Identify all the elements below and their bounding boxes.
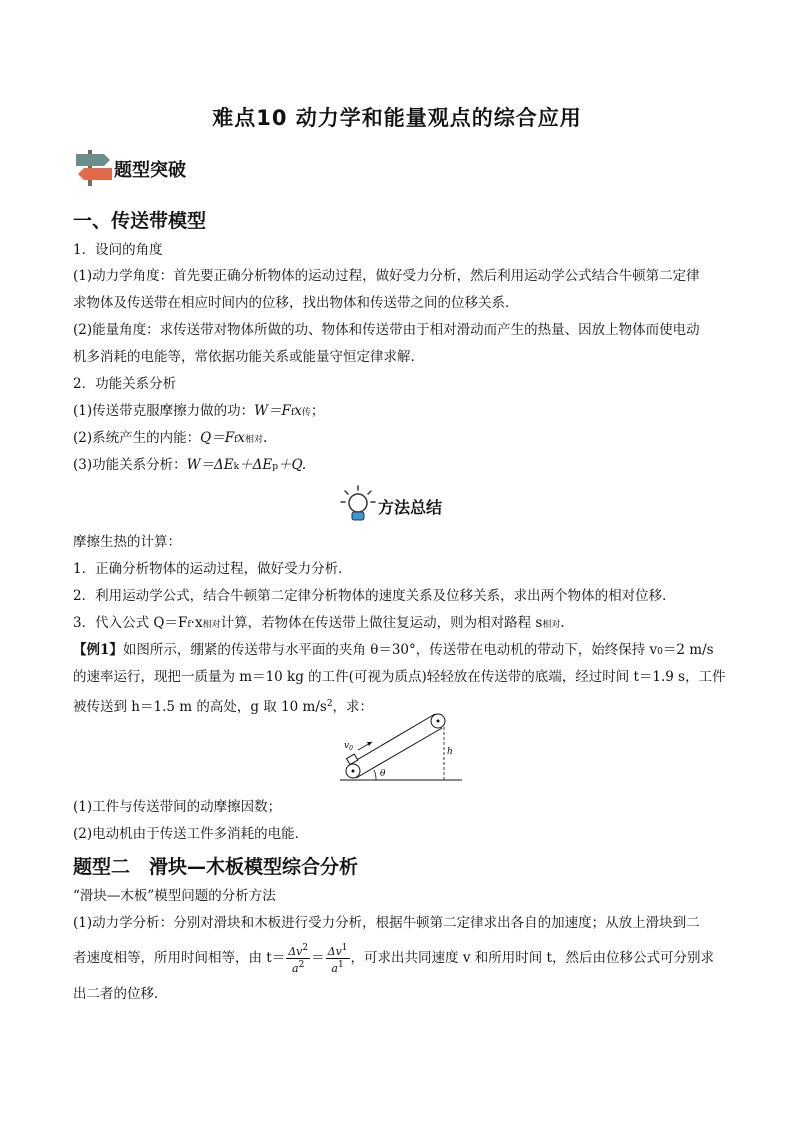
question-line: (1)工件与传送带间的动摩擦因数； xyxy=(73,799,282,815)
badge-label: 题型突破 xyxy=(114,160,186,181)
figure-label-h: h xyxy=(447,747,453,757)
formula-line: (1)传送带克服摩擦力做的功：W＝Ffx传； xyxy=(73,403,325,419)
example-line: 【例1】如图所示，绷紧的传送带与水平面的夹角 θ＝30°，传送带在电动机的带动下，始终保持 v0＝2 m/s xyxy=(73,642,714,658)
conveyor-figure xyxy=(336,712,466,784)
example-line: 被传送到 h＝1.5 m 的高处，g 取 10 $m/s^2$，求： xyxy=(73,699,374,715)
example-label: 【例1】 xyxy=(73,642,123,658)
item-title: 2．功能关系分析 xyxy=(73,376,177,392)
page-title: 难点10 动力学和能量观点的综合应用 xyxy=(212,106,582,130)
figure-label-theta: θ xyxy=(380,769,386,779)
list-item: 3．代入公式 Q＝Ff·x相对计算，若物体在传送带上做往复运动，则为相对路程 s相对. xyxy=(73,615,565,631)
method-summary-badge xyxy=(340,485,470,525)
formula-line: (2)系统产生的内能：Q＝Ffx相对. xyxy=(73,430,268,446)
section-heading-conveyor: 一、传送带模型 xyxy=(73,210,207,232)
paragraph-line: 摩擦生热的计算： xyxy=(73,534,181,550)
paragraph-line: “滑块—木板”模型问题的分析方法 xyxy=(73,888,276,904)
formula-line: (3)功能关系分析：W＝ΔEk＋ΔEp＋Q. xyxy=(73,457,307,473)
paragraph-line: (2)能量角度：求传送带对物体所做的功、物体和传送带由于相对滑动而产生的热量、因放上物体而使电动 xyxy=(73,322,700,338)
paragraph-line: 者速度相等，所用时间相等，由 t＝ $\frac{\Delta v^2}{a^2}$ ＝ $\frac{\Delta v^1}{a^1}$ ，可求出共同速度 v 和所用时间 t，然后由位移公式可分别求 xyxy=(73,943,714,975)
item-title: 1．设问的角度 xyxy=(73,242,163,258)
section-heading-slider-board: 题型二 滑块—木板模型综合分析 xyxy=(73,856,359,878)
fraction: $\frac{\Delta v^2}{a^2}$ xyxy=(288,943,309,975)
section-badge xyxy=(74,148,214,188)
summary-label: 方法总结 xyxy=(378,498,443,517)
paragraph-line: 求物体及传送带在相应时间内的位移，找出物体和传送带之间的位移关系． xyxy=(73,295,519,311)
paragraph-line: 机多消耗的电能等，常依据功能关系或能量守恒定律求解． xyxy=(73,349,424,365)
list-item: 1．正确分析物体的运动过程，做好受力分析． xyxy=(73,561,352,577)
lightbulb-icon xyxy=(340,485,376,523)
question-line: (2)电动机由于传送工件多消耗的电能． xyxy=(73,826,309,842)
paragraph-line: (1)动力学角度：首先要正确分析物体的运动过程，做好受力分析，然后利用运动学公式结合牛顿第二定律 xyxy=(73,268,700,284)
figure-label-v0: $v_0$ xyxy=(344,741,353,752)
signpost-icon xyxy=(74,148,114,188)
list-item: 2．利用运动学公式，结合牛顿第二定律分析物体的速度关系及位移关系，求出两个物体的相对位移． xyxy=(73,588,676,604)
example-line: 的速率运行，现把一质量为 m＝10 kg 的工件(可视为质点)轻轻放在传送带的底端，经过时间 t＝1.9 s，工件 xyxy=(73,669,726,685)
fraction: $\frac{\Delta v^1}{a^1}$ xyxy=(327,943,348,975)
paragraph-line: (1)动力学分析：分别对滑块和木板进行受力分析，根据牛顿第二定律求出各自的加速度；从放上滑块到二 xyxy=(73,915,700,931)
paragraph-line: 出二者的位移． xyxy=(73,986,168,1002)
